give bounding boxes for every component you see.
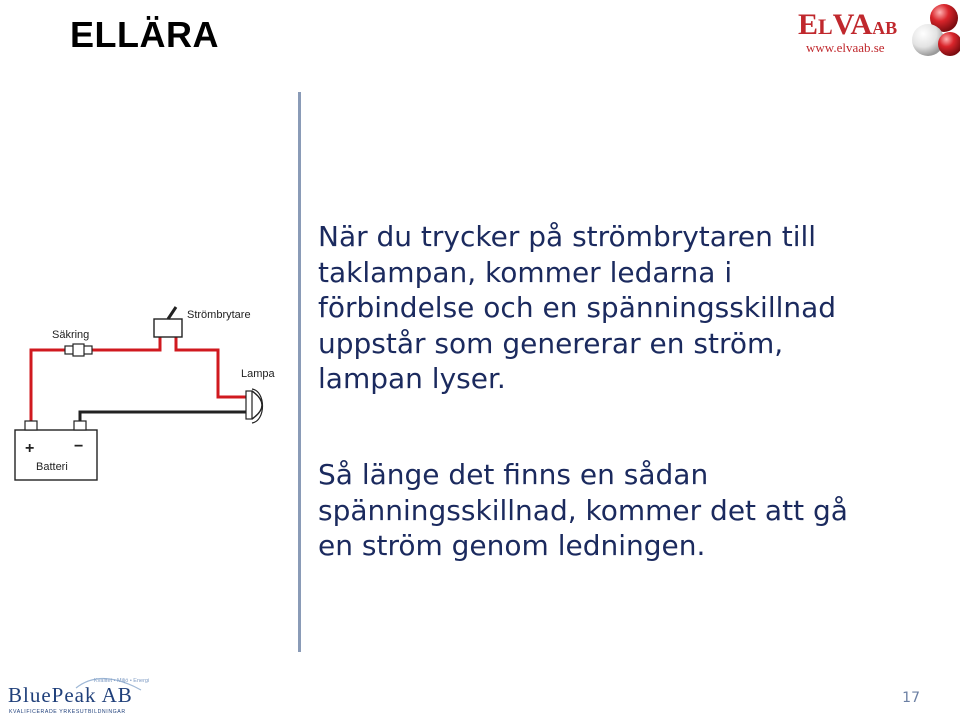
- battery-plus-sign: +: [25, 440, 35, 457]
- battery-label: Batteri: [36, 461, 68, 473]
- bluepeak-arc-text: Kvalitet • Miljö • Energi: [94, 678, 150, 684]
- slide-title: ELLÄRA: [70, 14, 219, 55]
- bluepeak-tagline: KVALIFICERADE YRKESUTBILDNINGAR: [9, 709, 126, 715]
- fuse-label: Säkring: [52, 329, 90, 341]
- elvaab-logo-text: ELVAAB: [798, 8, 898, 41]
- body-paragraph-2: Så länge det finns en sådan spänningsskillnad, kommer det att gå en ström genom ledningen.: [318, 458, 848, 562]
- circuit-diagram: [10, 295, 285, 490]
- body-paragraph-1: När du trycker på strömbrytaren till taklampan, kommer ledarna i förbindelse och en spänningsskillnad uppstår som genererar en ström, lampan lyser.: [318, 220, 837, 395]
- page-number: 17: [902, 690, 920, 706]
- vertical-divider: [298, 92, 301, 652]
- switch-symbol: [154, 319, 182, 337]
- battery-minus-sign: −: [74, 438, 84, 455]
- lamp-symbol: [246, 391, 252, 419]
- lamp-label: Lampa: [241, 368, 275, 380]
- elvaab-logo: [796, 0, 960, 66]
- switch-label: Strömbrytare: [187, 309, 251, 321]
- bluepeak-logo: [6, 670, 156, 716]
- elvaab-url-text: www.elvaab.se: [806, 40, 885, 55]
- bluepeak-logo-text: BluePeak AB: [8, 683, 133, 707]
